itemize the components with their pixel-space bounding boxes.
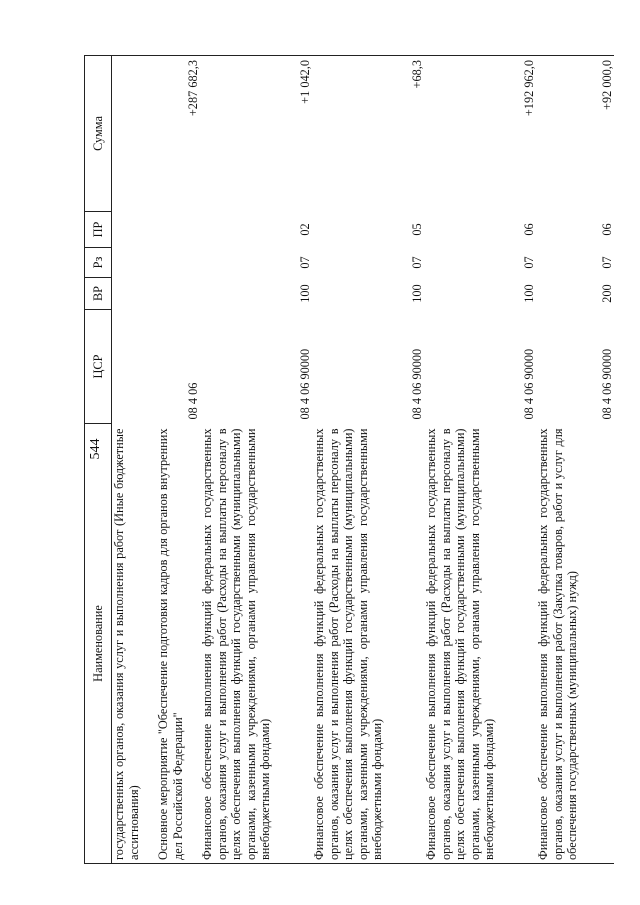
table-row: [536, 56, 614, 864]
row-sum: +68,3: [312, 56, 424, 212]
table-row: [112, 56, 157, 864]
table-header-row: [85, 56, 112, 864]
header-name: Наименование: [85, 424, 112, 864]
row-name: Финансовое обеспечение выполнения функций федеральных государственных органов, оказания услуг и выполнения работ (Расходы на выплаты персоналу в целях обеспечения выполнения функций государственными (муниципальными) органами, казенными учреждениями, органами управления государственными внебюджетными фондами): [424, 424, 536, 864]
row-name: Финансовое обеспечение выполнения функций федеральных государственных органов, оказания услуг и выполнения работ (Закупка товаров, работ и услуг для обеспечения государственных (муниципальных) нужд): [536, 424, 614, 864]
table-row: [156, 56, 200, 864]
budget-table-sheet: [84, 56, 614, 864]
row-pr: [156, 212, 200, 248]
header-sum: Сумма: [85, 56, 112, 212]
row-csr: 08 4 06 90000: [599, 348, 614, 420]
row-rz: [112, 248, 157, 278]
table-row: [424, 56, 536, 864]
row-vr: 200: [599, 284, 614, 303]
row-sum: +1 042,0: [200, 56, 312, 212]
row-rz: [156, 248, 200, 278]
table-row: [200, 56, 312, 864]
header-pr: ПР: [85, 212, 112, 248]
row-vr: [156, 278, 200, 310]
row-vr: 100: [409, 284, 424, 303]
row-pr: [112, 212, 157, 248]
row-vr: [112, 278, 157, 310]
row-pr: 05: [409, 223, 424, 236]
table-row: [312, 56, 424, 864]
row-sum: [112, 56, 157, 212]
row-pr: 06: [521, 223, 536, 236]
row-rz: 07: [409, 256, 424, 269]
row-csr: 08 4 06 90000: [409, 348, 424, 420]
row-sum: +287 682,3: [156, 56, 200, 212]
header-csr: ЦСР: [85, 310, 112, 424]
row-name: Финансовое обеспечение выполнения функций федеральных государственных органов, оказания услуг и выполнения работ (Расходы на выплаты персоналу в целях обеспечения выполнения функций государственными (муниципальными) органами, казенными учреждениями, органами управления государственными внебюджетными фондами): [200, 424, 312, 864]
budget-table: [84, 55, 614, 864]
row-sum: +192 962,0: [424, 56, 536, 212]
row-csr: 08 4 06 90000: [521, 348, 536, 420]
row-name: государственных органов, оказания услуг и выполнения работ (Иные бюджетные ассигнования): [112, 424, 157, 864]
header-vr: ВР: [85, 278, 112, 310]
page-number: 544: [88, 438, 103, 460]
row-name: Основное мероприятие "Обеспечение подготовки кадров для органов внутренних дел Российской Федерации": [156, 424, 200, 864]
row-csr: 08 4 06: [185, 382, 200, 420]
row-csr: 08 4 06 90000: [297, 348, 312, 420]
row-rz: 07: [599, 256, 614, 269]
header-rz: Рз: [85, 248, 112, 278]
row-sum: +92 000,0: [536, 56, 614, 212]
row-rz: 07: [521, 256, 536, 269]
row-csr: [112, 310, 157, 424]
row-pr: 06: [599, 223, 614, 236]
row-vr: 100: [297, 284, 312, 303]
row-vr: 100: [521, 284, 536, 303]
row-name: Финансовое обеспечение выполнения функций федеральных государственных органов, оказания услуг и выполнения работ (Расходы на выплаты персоналу в целях обеспечения выполнения функций государственными (муниципальными) органами, казенными учреждениями, органами управления государственными внебюджетными фондами): [312, 424, 424, 864]
row-rz: 07: [297, 256, 312, 269]
row-pr: 02: [297, 223, 312, 236]
